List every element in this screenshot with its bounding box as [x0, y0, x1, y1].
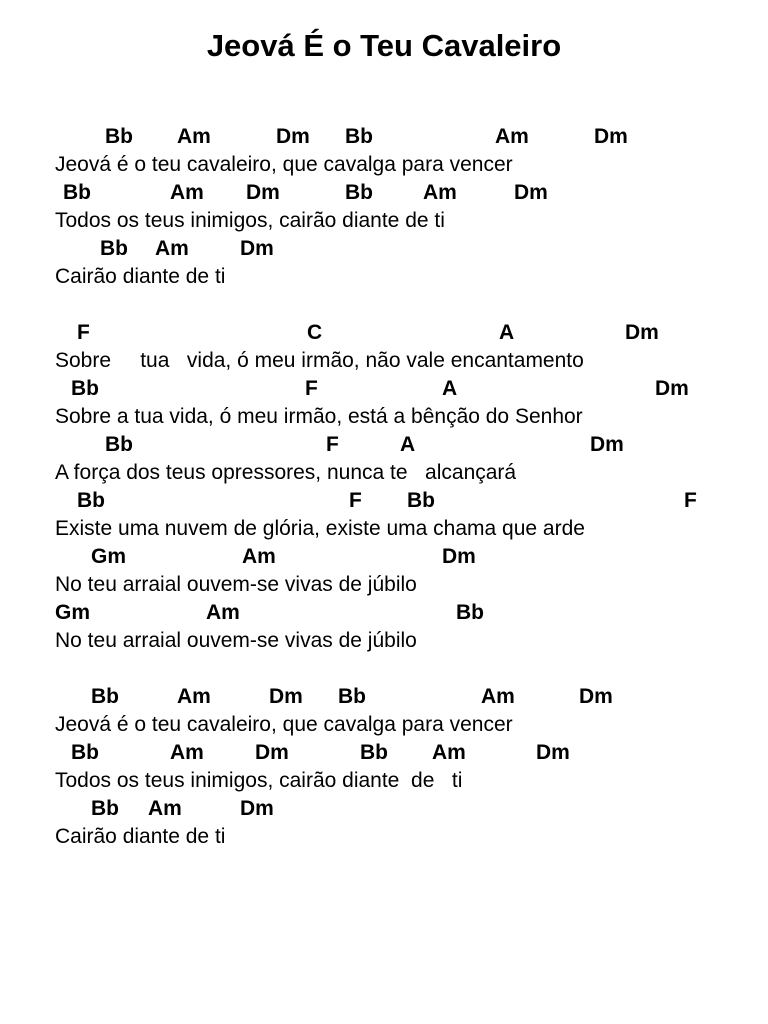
lyric-line: No teu arraial ouvem-se vivas de júbilo — [55, 629, 417, 652]
chord: Am — [206, 601, 240, 624]
chord: Gm — [55, 601, 91, 624]
chord: Am — [423, 181, 457, 204]
chord: Am — [242, 545, 276, 568]
chord: Bb — [105, 433, 133, 456]
chord: F — [305, 377, 318, 400]
chord: Bb — [71, 377, 99, 400]
chord: Bb — [91, 685, 119, 708]
chord: Dm — [579, 685, 613, 708]
chord: Dm — [269, 685, 303, 708]
chord: Bb — [71, 741, 99, 764]
chord: Am — [177, 125, 211, 148]
chord: Bb — [91, 797, 119, 820]
chord-line — [0, 124, 768, 150]
chord: Dm — [255, 741, 289, 764]
chord: Bb — [63, 181, 91, 204]
chord: Bb — [345, 181, 373, 204]
chord: Bb — [345, 125, 373, 148]
lyric-line: Sobre tua vida, ó meu irmão, não vale encantamento — [55, 349, 584, 372]
chord: F — [684, 489, 697, 512]
chord: Bb — [105, 125, 133, 148]
lyric-line: Cairão diante de ti — [55, 825, 226, 848]
chord: Dm — [240, 237, 274, 260]
chord: A — [400, 433, 416, 456]
chord: Dm — [594, 125, 628, 148]
lyric-line: Existe uma nuvem de glória, existe uma chama que arde — [55, 517, 585, 540]
chord: F — [326, 433, 339, 456]
chord: Am — [495, 125, 529, 148]
chord: A — [499, 321, 515, 344]
chord: Am — [148, 797, 182, 820]
chord-line — [0, 796, 768, 822]
chord-line — [0, 320, 768, 346]
chord: Dm — [240, 797, 274, 820]
chord: F — [349, 489, 362, 512]
chord: Bb — [407, 489, 435, 512]
chord-line — [0, 376, 768, 402]
chord: Dm — [442, 545, 476, 568]
chord: Bb — [456, 601, 484, 624]
lyric-line: Sobre a tua vida, ó meu irmão, está a bênção do Senhor — [55, 405, 583, 428]
chord-line — [0, 488, 768, 514]
chord: Am — [170, 741, 204, 764]
chord-line — [0, 684, 768, 710]
chord-line — [0, 740, 768, 766]
chord: Am — [481, 685, 515, 708]
chord: Dm — [590, 433, 624, 456]
chord: Am — [177, 685, 211, 708]
chord: Bb — [360, 741, 388, 764]
lyric-line: Jeová é o teu cavaleiro, que cavalga para vencer — [55, 153, 513, 176]
chord: Am — [432, 741, 466, 764]
chord: Am — [155, 237, 189, 260]
lyric-line: Cairão diante de ti — [55, 265, 226, 288]
song-title: Jeová É o Teu Cavaleiro — [206, 28, 562, 63]
chord: Dm — [536, 741, 570, 764]
chord-line — [0, 180, 768, 206]
chord: Bb — [77, 489, 105, 512]
chord: Dm — [514, 181, 548, 204]
chord: Gm — [91, 545, 127, 568]
lyric-line: Todos os teus inimigos, cairão diante de ti — [55, 209, 445, 232]
chord: Dm — [655, 377, 689, 400]
chord: C — [307, 321, 323, 344]
chord-line — [0, 236, 768, 262]
chord-line — [0, 432, 768, 458]
lyric-line: Jeová é o teu cavaleiro, que cavalga para vencer — [55, 713, 513, 736]
lyric-line: No teu arraial ouvem-se vivas de júbilo — [55, 573, 417, 596]
chord: Am — [170, 181, 204, 204]
lyric-line: A força dos teus opressores, nunca te alcançará — [55, 461, 517, 484]
chord: F — [77, 321, 90, 344]
chord: Bb — [338, 685, 366, 708]
lyric-line: Todos os teus inimigos, cairão diante de ti — [55, 769, 463, 792]
chord: Dm — [246, 181, 280, 204]
chord-line — [0, 600, 768, 626]
chord: A — [442, 377, 458, 400]
chord-line — [0, 544, 768, 570]
chord: Dm — [625, 321, 659, 344]
chord: Bb — [100, 237, 128, 260]
chord: Dm — [276, 125, 310, 148]
